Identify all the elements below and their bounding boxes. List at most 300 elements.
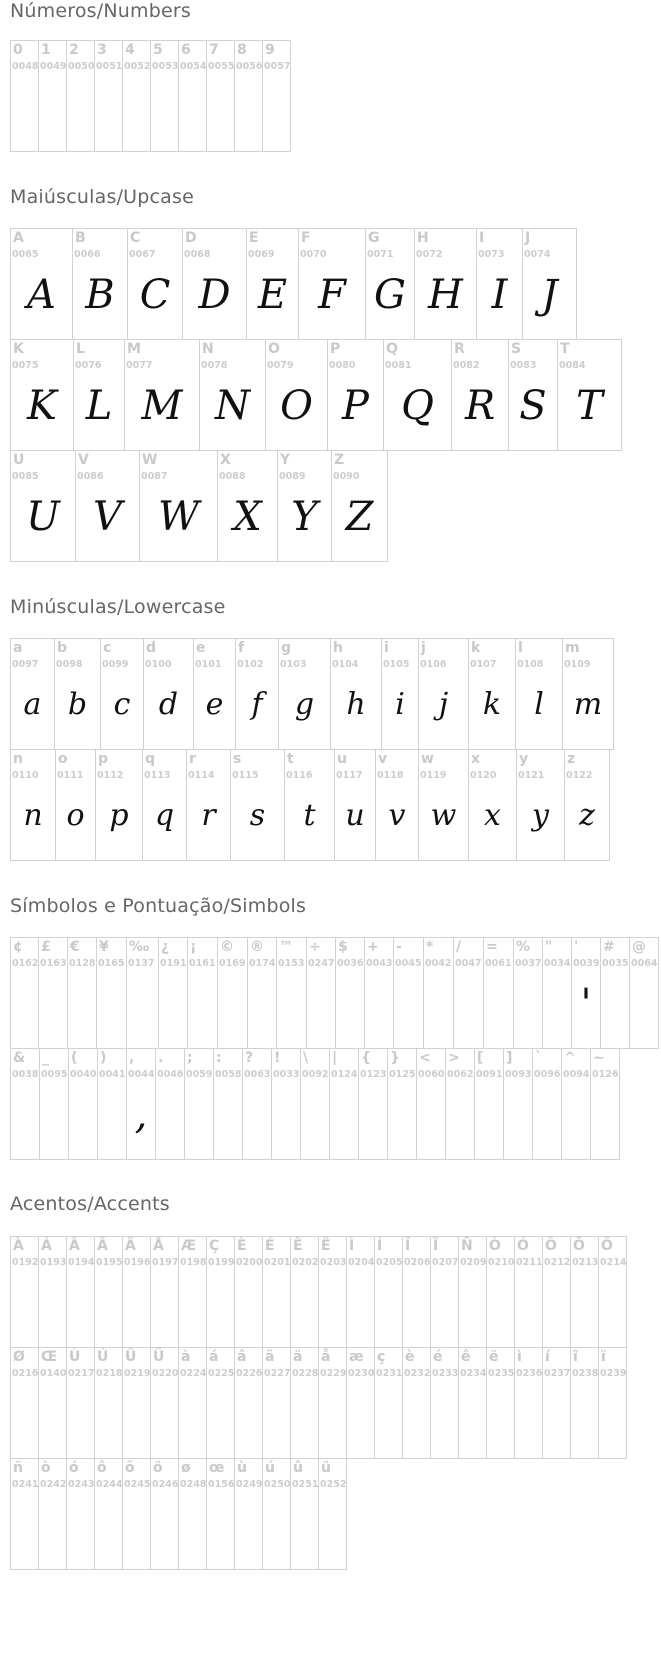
glyph-sample: N [215,383,250,429]
glyph-cell [10,1236,39,1348]
character-code: 0114 [188,770,215,781]
character-label: } [390,1050,400,1066]
character-code: 0051 [96,61,123,72]
character-label: u [337,751,347,767]
glyph-sample: m [573,687,603,722]
character-label: 8 [237,42,247,58]
character-code: 0099 [102,659,129,670]
character-code: 0094 [563,1069,590,1080]
character-code: 0191 [160,958,187,969]
glyph-cell [230,749,285,861]
character-label: t [287,751,294,767]
character-label: ] [506,1050,513,1066]
character-label: A [13,230,24,246]
character-code: 0218 [96,1368,123,1379]
character-label: [ [477,1050,484,1066]
glyph-cell [334,749,376,861]
character-label: ( [71,1050,78,1066]
character-label: Á [41,1238,52,1254]
character-label: v [378,751,388,767]
glyph-cell [387,1048,417,1160]
character-code: 0082 [453,360,480,371]
glyph-row [10,1048,619,1160]
glyph-cell [142,749,187,861]
glyph-cell [206,40,235,152]
glyph-cell [393,937,424,1049]
character-label: Y [280,452,291,468]
glyph-cell [508,339,558,451]
glyph-row [10,339,621,451]
glyph-sample: j [438,687,449,722]
character-label: Å [153,1238,164,1254]
character-label: À [13,1238,24,1254]
glyph-cell [155,1048,185,1160]
glyph-cell [182,228,247,340]
glyph-cell [199,339,266,451]
glyph-cell [262,40,291,152]
character-code: 0229 [320,1368,347,1379]
character-code: 0058 [215,1069,242,1080]
glyph-cell [234,40,263,152]
glyph-cell [468,638,516,750]
character-label: W [142,452,158,468]
glyph-cell [453,937,484,1049]
character-code: 0045 [395,958,422,969]
glyph-cell [468,749,517,861]
glyph-cell [68,1048,98,1160]
character-code: 0121 [518,770,545,781]
glyph-cell [298,228,366,340]
character-label: è [405,1349,415,1365]
character-label: \ [303,1050,309,1066]
section-title: Símbolos e Pontuação/Simbols [10,895,307,917]
character-label: 3 [97,42,107,58]
glyph-cell [284,749,335,861]
glyph-sample: d [158,687,179,722]
character-label: ) [100,1050,107,1066]
glyph-cell [515,638,563,750]
glyph-cell [331,450,388,562]
glyph-cell [318,1347,347,1459]
character-code: 0048 [12,61,39,72]
section-title: Minúsculas/Lowercase [10,596,226,618]
character-code: 0103 [280,659,307,670]
glyph-cell [94,1236,123,1348]
glyph-cell [127,228,183,340]
character-code: 0227 [264,1368,291,1379]
character-code: 0209 [460,1257,487,1268]
character-code: 0092 [302,1069,329,1080]
character-code: 0241 [12,1479,39,1490]
glyph-cell [374,1236,403,1348]
character-code: 0049 [40,61,67,72]
glyph-cell [564,749,610,861]
character-label: O [268,341,280,357]
glyph-sample: y [532,798,549,833]
glyph-cell [38,1458,67,1570]
character-code: 0247 [308,958,335,969]
glyph-cell [346,1347,375,1459]
glyph-cell [290,1236,319,1348]
glyph-cell [38,1236,67,1348]
character-label: æ [349,1349,364,1365]
glyph-sample: T [576,383,603,429]
character-label: V [78,452,89,468]
glyph-cell [570,1236,599,1348]
character-code: 0096 [534,1069,561,1080]
character-code: 0047 [455,958,482,969]
character-code: 0200 [236,1257,263,1268]
glyph-sample: z [579,798,595,833]
glyph-cell [381,638,419,750]
character-code: 0115 [232,770,259,781]
glyph-cell [206,1347,235,1459]
character-label: ë [489,1349,499,1365]
glyph-cell [329,1048,359,1160]
character-code: 0033 [273,1069,300,1080]
glyph-cell [476,228,523,340]
character-code: 0057 [264,61,291,72]
character-label: ç [377,1349,386,1365]
character-code: 0198 [180,1257,207,1268]
glyph-cell [522,228,577,340]
character-label: Û [125,1349,137,1365]
character-code: 0071 [367,249,394,260]
character-code: 0095 [41,1069,68,1080]
character-label: 2 [69,42,79,58]
character-code: 0204 [348,1257,375,1268]
glyph-cell [94,40,123,152]
glyph-cell [206,1236,235,1348]
character-code: 0065 [12,249,39,260]
glyph-cell [374,1347,403,1459]
character-label: S [511,341,522,357]
character-code: 0212 [544,1257,571,1268]
character-code: 0044 [128,1069,155,1080]
character-label: f [238,640,245,656]
glyph-sample: G [374,272,406,318]
character-label: X [220,452,231,468]
glyph-sample: Q [401,383,434,429]
glyph-cell [234,1458,263,1570]
character-code: 0060 [418,1069,445,1080]
glyph-sample: ' [580,981,592,1027]
character-label: $ [338,939,348,955]
character-code: 0105 [383,659,410,670]
character-label: ö [153,1460,163,1476]
character-code: 0137 [128,958,155,969]
character-code: 0112 [97,770,124,781]
character-code: 0083 [510,360,537,371]
glyph-row [10,40,290,152]
character-label: a [13,640,23,656]
character-label: y [519,751,529,767]
glyph-sample: i [395,687,405,722]
glyph-cell [513,937,543,1049]
character-label: C [130,230,141,246]
character-label: _ [42,1050,49,1066]
character-label: 7 [209,42,219,58]
character-label: Õ [573,1238,585,1254]
character-label: g [281,640,292,656]
glyph-cell [262,1458,291,1570]
glyph-cell [598,1347,627,1459]
character-code: 0042 [425,958,452,969]
glyph-sample: S [519,383,547,429]
glyph-sample: v [388,798,406,833]
glyph-cell [75,450,140,562]
character-code: 0075 [12,360,39,371]
character-code: 0054 [180,61,207,72]
character-code: 0128 [69,958,96,969]
glyph-cell [247,937,277,1049]
character-code: 0201 [264,1257,291,1268]
character-label: ô [97,1460,107,1476]
character-label: - [396,939,402,955]
character-code: 0225 [208,1368,235,1379]
glyph-cell [306,937,336,1049]
character-label: ü [321,1460,331,1476]
glyph-cell [418,638,469,750]
glyph-cell [10,339,74,451]
character-label: ñ [13,1460,23,1476]
character-code: 0202 [292,1257,319,1268]
character-label: + [367,939,379,955]
glyph-sample: A [27,272,56,318]
character-label: ø [181,1460,191,1476]
glyph-sample: l [534,687,544,722]
character-code: 0216 [12,1368,39,1379]
glyph-cell [262,1236,291,1348]
character-code: 0087 [141,471,168,482]
character-label: ¢ [13,939,23,955]
character-label: í [545,1349,550,1365]
glyph-cell [122,1347,151,1459]
character-label: " [545,939,553,955]
character-label: 5 [153,42,163,58]
glyph-sample: U [26,494,60,540]
glyph-sample: M [141,383,183,429]
character-label: ì [517,1349,522,1365]
character-label: Ä [125,1238,136,1254]
character-label: ó [69,1460,79,1476]
character-label: É [265,1238,275,1254]
character-code: 0097 [12,659,39,670]
character-label: & [13,1050,26,1066]
character-label: . [158,1050,164,1066]
character-label: % [516,939,531,955]
glyph-cell [178,1347,207,1459]
character-code: 0037 [515,958,542,969]
character-label: K [13,341,24,357]
glyph-cell [178,1458,207,1570]
character-code: 0169 [219,958,246,969]
character-label: M [127,341,141,357]
glyph-cell [430,1347,459,1459]
glyph-sample: L [85,383,113,429]
glyph-cell [97,1048,127,1160]
character-label: c [103,640,112,656]
character-label: 9 [265,42,275,58]
character-label: å [321,1349,331,1365]
glyph-cell [143,638,194,750]
glyph-sample: , [134,1092,148,1138]
glyph-sample: P [342,383,369,429]
character-code: 0125 [389,1069,416,1080]
glyph-cell [94,1458,123,1570]
glyph-cell [358,1048,388,1160]
glyph-cell [277,450,332,562]
character-code: 0214 [600,1257,627,1268]
character-code: 0073 [478,249,505,260]
glyph-cell [234,1236,263,1348]
glyph-cell [330,638,382,750]
glyph-cell [122,40,151,152]
glyph-cell [234,1347,263,1459]
character-code: 0213 [572,1257,599,1268]
glyph-cell [94,1347,123,1459]
character-label: Ö [601,1238,613,1254]
glyph-cell [38,937,68,1049]
glyph-cell [335,937,365,1049]
character-code: 0110 [12,770,39,781]
character-code: 0126 [592,1069,619,1080]
glyph-cell [96,937,127,1049]
glyph-cell [562,638,614,750]
character-code: 0111 [57,770,84,781]
character-label: £ [41,939,51,955]
glyph-cell [300,1048,330,1160]
character-code: 0067 [129,249,156,260]
character-code: 0248 [180,1479,207,1490]
character-code: 0062 [447,1069,474,1080]
glyph-cell [503,1048,533,1160]
character-code: 0108 [517,659,544,670]
glyph-sample: I [491,272,508,318]
glyph-sample: w [430,798,457,833]
character-label: w [421,751,434,767]
character-label: : [216,1050,222,1066]
glyph-cell [10,1458,39,1570]
glyph-sample: F [318,272,346,318]
character-code: 0089 [279,471,306,482]
character-code: 0226 [236,1368,263,1379]
character-code: 0050 [68,61,95,72]
character-code: 0116 [286,770,313,781]
glyph-cell [402,1236,431,1348]
character-code: 0244 [96,1479,123,1490]
character-label: Ú [97,1349,109,1365]
glyph-sample: o [66,798,85,833]
character-label: d [146,640,157,656]
character-label: û [293,1460,303,1476]
character-code: 0119 [420,770,447,781]
character-code: 0100 [145,659,172,670]
glyph-sample: X [233,494,262,540]
character-code: 0161 [189,958,216,969]
glyph-cell [458,1236,487,1348]
glyph-cell [598,1236,627,1348]
character-label: 6 [181,42,191,58]
character-code: 0104 [332,659,359,670]
glyph-sample: B [85,272,115,318]
character-label: , [129,1050,135,1066]
glyph-sample: x [484,798,501,833]
glyph-cell [66,1236,95,1348]
character-label: ú [265,1460,275,1476]
character-label: Ò [489,1238,501,1254]
character-label: e [196,640,206,656]
character-code: 0109 [564,659,591,670]
character-code: 0228 [292,1368,319,1379]
glyph-cell [193,638,236,750]
glyph-cell [10,40,39,152]
glyph-cell [55,749,96,861]
character-code: 0194 [68,1257,95,1268]
character-label: ê [461,1349,471,1365]
character-code: 0205 [376,1257,403,1268]
glyph-cell [542,1236,571,1348]
glyph-cell [375,749,419,861]
glyph-cell [570,1347,599,1459]
character-label: H [417,230,429,246]
glyph-cell [66,1347,95,1459]
glyph-sample: b [67,687,88,722]
character-label: l [518,640,523,656]
character-label: j [421,640,426,656]
character-code: 0245 [124,1479,151,1490]
character-label: ^ [564,1050,576,1066]
character-label: # [603,939,615,955]
character-code: 0070 [300,249,327,260]
character-code: 0243 [68,1479,95,1490]
glyph-cell [10,450,76,562]
character-code: 0231 [376,1368,403,1379]
character-code: 0055 [208,61,235,72]
glyph-cell [561,1048,591,1160]
glyph-cell [158,937,188,1049]
character-code: 0118 [377,770,404,781]
character-code: 0061 [485,958,512,969]
character-code: 0163 [40,958,67,969]
character-code: 0233 [432,1368,459,1379]
character-code: 0246 [152,1479,179,1490]
glyph-sample: g [294,687,315,722]
character-code: 0156 [208,1479,235,1490]
glyph-cell [483,937,514,1049]
glyph-cell [532,1048,562,1160]
character-code: 0085 [12,471,39,482]
glyph-cell [126,1048,156,1160]
character-code: 0068 [184,249,211,260]
glyph-cell [66,1458,95,1570]
character-label: J [525,230,531,246]
glyph-cell [150,1236,179,1348]
character-code: 0040 [70,1069,97,1080]
character-label: Q [386,341,398,357]
character-code: 0153 [278,958,305,969]
character-label: Ó [517,1238,529,1254]
glyph-cell [571,937,601,1049]
character-label: < [419,1050,431,1066]
glyph-cell [327,339,384,451]
character-label: b [57,640,68,656]
character-label: õ [125,1460,135,1476]
character-label: P [330,341,341,357]
glyph-cell [139,450,218,562]
character-label: R [454,341,465,357]
character-code: 0206 [404,1257,431,1268]
